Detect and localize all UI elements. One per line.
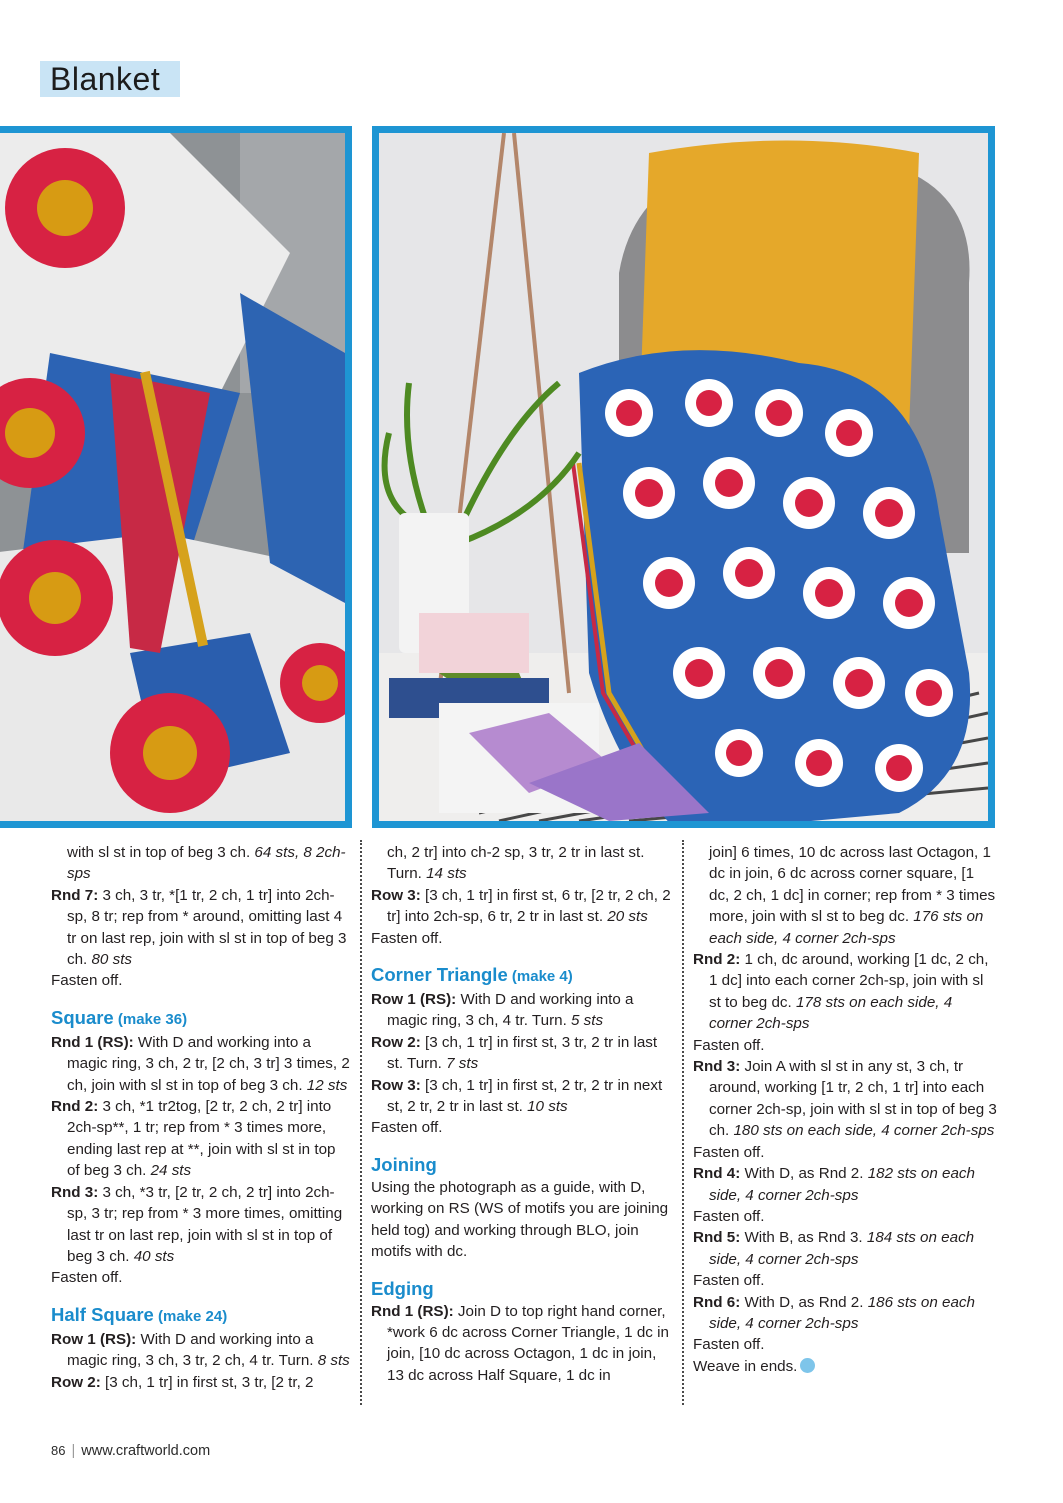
- fasten-off: Fasten off.: [693, 1143, 765, 1161]
- section-heading-corner-triangle: Corner Triangle (make 4): [371, 964, 573, 986]
- page-footer: [51, 1443, 210, 1459]
- fasten-off: Fasten off.: [371, 1119, 443, 1137]
- fasten-off: Fasten off.: [693, 1036, 765, 1054]
- instruction-corner-row3: Row 3: [3 ch, 1 tr] in first st, 2 tr, 2 tr in next st, 2 tr, 2 tr in last st. 10 sts: [371, 1076, 663, 1116]
- instruction-square-rnd3: Rnd 3: 3 ch, *3 tr, [2 tr, 2 ch, 2 tr] into 2ch-sp, 3 tr; rep from * 3 more times, omitting last tr on last rep, join with sl st in top of beg 3 ch. 40 sts: [51, 1183, 343, 1265]
- page-number: 86: [51, 1443, 66, 1458]
- instruction-edging-rnd6: Rnd 6: With D, as Rnd 2. 186 sts on each side, 4 corner 2ch-sps: [693, 1293, 975, 1332]
- instruction-rnd7: Rnd 7: 3 ch, 3 tr, *[1 tr, 2 ch, 1 tr] into 2ch-sp, 8 tr; rep from * around, omitting last 4 tr on last rep, join with sl st in top of beg 3 ch. 80 sts: [51, 886, 347, 969]
- fasten-off: Fasten off.: [693, 1336, 765, 1354]
- instruction-half-square-row3: Row 3: [3 ch, 1 tr] in first st, 6 tr, [2 tr, 2 ch, 2 tr] into 2ch-sp, 6 tr, 2 tr in last st. 20 sts: [371, 886, 671, 926]
- instruction-edging-rnd5: Rnd 5: With B, as Rnd 3. 184 sts on each side, 4 corner 2ch-sps: [693, 1229, 975, 1268]
- instruction-half-square-row2: Row 2: [3 ch, 1 tr] in first st, 3 tr, [2 tr, 2: [51, 1373, 314, 1391]
- page-title: Blanket: [50, 60, 161, 97]
- pattern-column-2: [371, 842, 671, 1386]
- section-heading-edging: Edging: [371, 1277, 434, 1299]
- fasten-off: Fasten off.: [693, 1272, 765, 1290]
- continued-text: join] 6 times, 10 dc across last Octagon, 1 dc in join, 6 dc across corner square, [1 dc, 2 ch, 1 dc] in corner; rep from * 3 times more, join with sl st to beg dc. 176 sts on each side, 4 corner 2ch-sps: [709, 844, 996, 947]
- weave-in-ends: Weave in ends.: [693, 1356, 998, 1377]
- instruction-edging-rnd2: Rnd 2: 1 ch, dc around, working [1 dc, 2 ch, 1 dc] into each corner 2ch-sp, join with sl st to beg dc. 178 sts on each side, 4 corner 2ch-sps: [693, 951, 989, 1033]
- column-divider-1: [360, 840, 362, 1405]
- fasten-off: Fasten off.: [371, 929, 443, 947]
- instruction-edging-rnd1: Rnd 1 (RS): Join D to top right hand corner, *work 6 dc across Corner Triangle, 1 dc in join, [10 dc across Octagon, 1 dc in join, 13 dc across Half Square, 1 dc in: [371, 1302, 669, 1384]
- continued-text: ch, 2 tr] into ch-2 sp, 3 tr, 2 tr in last st. Turn. 14 sts: [387, 844, 645, 883]
- fasten-off: Fasten off.: [693, 1207, 765, 1225]
- blanket-closeup-photo: [0, 126, 352, 828]
- column-divider-2: [682, 840, 684, 1405]
- instruction-corner-row2: Row 2: [3 ch, 1 tr] in first st, 3 tr, 2 tr in last st. Turn. 7 sts: [371, 1033, 658, 1073]
- section-heading-half-square: Half Square (make 24): [51, 1303, 228, 1325]
- section-heading-joining: Joining: [371, 1153, 437, 1175]
- instruction-corner-row1: Row 1 (RS): With D and working into a magic ring, 3 ch, 4 tr. Turn. 5 sts: [371, 991, 634, 1030]
- instruction-edging-rnd4: Rnd 4: With D, as Rnd 2. 182 sts on each side, 4 corner 2ch-sps: [693, 1165, 975, 1204]
- continued-text: with sl st in top of beg 3 ch. 64 sts, 8 2ch-sps: [67, 844, 346, 883]
- section-title-block: [40, 61, 180, 97]
- joining-text: Using the photograph as a guide, with D, working on RS (WS of motifs you are joining held tog) and working through BLO, join motifs with dc.: [371, 1178, 669, 1261]
- website-link[interactable]: www.craftworld.com: [81, 1443, 211, 1459]
- pattern-column-1: [51, 842, 351, 1393]
- instruction-square-rnd1: Rnd 1 (RS): With D and working into a magic ring, 3 ch, 2 tr, [2 ch, 3 tr] 3 times, 2 ch, join with sl st in top of beg 3 ch. 12 sts: [51, 1033, 350, 1094]
- yarn-ball-icon: [800, 1358, 815, 1373]
- pattern-column-3: [693, 842, 998, 1377]
- instruction-square-rnd2: Rnd 2: 3 ch, *1 tr2tog, [2 tr, 2 ch, 2 tr] into 2ch-sp**, 1 tr; rep from * 3 times more, ending last rep at **, join with sl st in top of beg 3 ch. 24 sts: [51, 1098, 336, 1180]
- section-heading-square: Square (make 36): [51, 1006, 188, 1028]
- blanket-on-armchair-photo: [372, 126, 995, 828]
- fasten-off: Fasten off.: [51, 1269, 123, 1287]
- instruction-edging-rnd3: Rnd 3: Join A with sl st in any st, 3 ch, tr around, working [1 tr, 2 ch, 1 tr] into each corner 2ch-sp, join with sl st in top of beg 3 ch. 180 sts on each side, 4 corner 2ch-sps: [693, 1058, 997, 1140]
- footer-separator: |: [71, 1443, 76, 1459]
- fasten-off: Fasten off.: [51, 972, 123, 990]
- instruction-half-square-row1: Row 1 (RS): With D and working into a magic ring, 3 ch, 3 tr, 2 ch, 4 tr. Turn. 8 sts: [51, 1330, 350, 1370]
